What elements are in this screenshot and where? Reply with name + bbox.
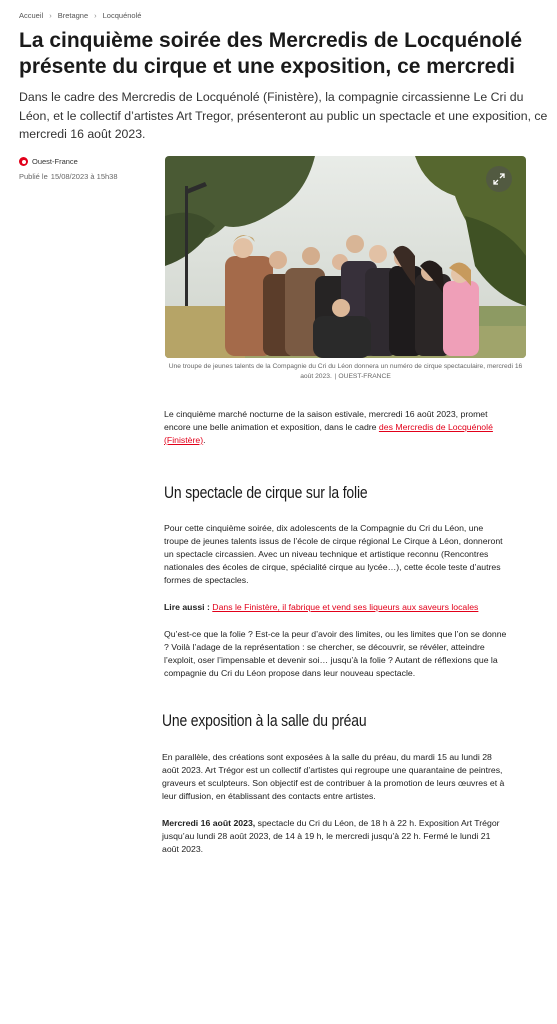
intro-paragraph [164,408,509,447]
article-lede: Dans le cadre des Mercredis de Locquénolé (Finistère), la compagnie circassienne Le Cri du Léon, et le collectif d’artistes Art Tregor, présenteront au public un spectacle et une exposition, ce mercredi 16 août 2023. [19,90,548,141]
troupe-photo-image [165,156,526,358]
read-also [164,601,509,614]
section1-paragraph-1: Pour cette cinquième soirée, dix adolescents de la Compagnie du Cri du Léon, une troupe de jeunes talents issus de l’école de cirque régional Le Cirque à Léon, donneront un spectacle circassien. Avec un niveau technique et artistique reconnu (Rencontres nationales des écoles de cirque, spécialité cirque au lycée…), cette école teste d’autres formes de spectacles. [164,523,503,585]
caption-credit: | OUEST-FRANCE [334,372,391,380]
breadcrumb [19,11,141,20]
expand-image-button[interactable] [486,166,512,192]
intro-text: Le cinquième marché nocturne de la saison estivale, mercredi 16 août 2023, promet encore une belle animation et exposition, dans le cadre [164,409,488,432]
intro-end: . [203,435,206,445]
event-date-bold: Mercredi 16 août 2023, [162,818,256,828]
section1-paragraph-2: Qu’est-ce que la folie ? Est-ce la peur d’avoir des limites, ou les limites que l’on se donne ? Voilà l’adage de la représentation : se chercher, se découvrir, se révéler, atteindre l’exploit, oser l’impensable et devenir soi… jusqu’à la folie ? Autant de réflexions que la compagnie du Cri du Léon propose dans leur nouveau spectacle. [164,629,507,678]
expand-icon [493,173,505,185]
read-also-link[interactable]: Dans le Finistère, il fabrique et vend ses liqueurs aux saveurs locales [212,602,479,612]
published-prefix: Publié le [19,172,48,181]
article-title: La cinquième soirée des Mercredis de Locquénolé présente du cirque et une exposition, ce mercredi [19,29,522,78]
image-caption [165,362,526,381]
section-heading-cirque: Un spectacle de cirque sur la folie [164,483,368,502]
read-also-label: Lire aussi : [164,602,210,612]
article-source[interactable] [19,157,78,166]
article-photo[interactable] [165,156,526,358]
published-date: 15/08/2023 à 15h38 [50,172,118,181]
breadcrumb-home[interactable]: Accueil [19,11,44,20]
section-heading-exposition: Une exposition à la salle du préau [162,711,367,730]
breadcrumb-locquenole[interactable]: Locquénolé [102,11,142,20]
breadcrumb-bretagne[interactable]: Bretagne [57,11,89,20]
breadcrumb-separator: › [94,11,97,20]
section2-paragraph-1: En parallèle, des créations sont exposées à la salle du préau, du mardi 15 au lundi 28 août 2023. Art Trégor est un collectif d’artistes qui regroupe une quarantaine de peintres, graveurs et sculpteurs. Son objectif est de contribuer à la promotion de leurs œuvres et à leur diffusion, en établissant des contacts entre artistes. [162,752,505,801]
mercredis-link[interactable]: des Mercredis de Locquénolé (Finistère) [164,422,493,445]
publication-date [19,172,121,181]
caption-text: Une troupe de jeunes talents de la Compagnie du Cri du Léon donnera un numéro de cirque spectaculaire, mercredi 16 août 2023. [168,363,523,380]
source-name: Ouest-France [32,157,78,166]
section2-paragraph-2 [162,817,507,856]
event-details: spectacle du Cri du Léon, de 18 h à 22 h. Exposition Art Trégor jusqu’au lundi 28 août 2023, de 14 à 19 h, le mercredi jusqu’à 22 h. Fermé le lundi 21 août 2023. [162,818,500,854]
breadcrumb-separator: › [49,11,52,20]
ouest-france-logo-icon [19,157,28,166]
